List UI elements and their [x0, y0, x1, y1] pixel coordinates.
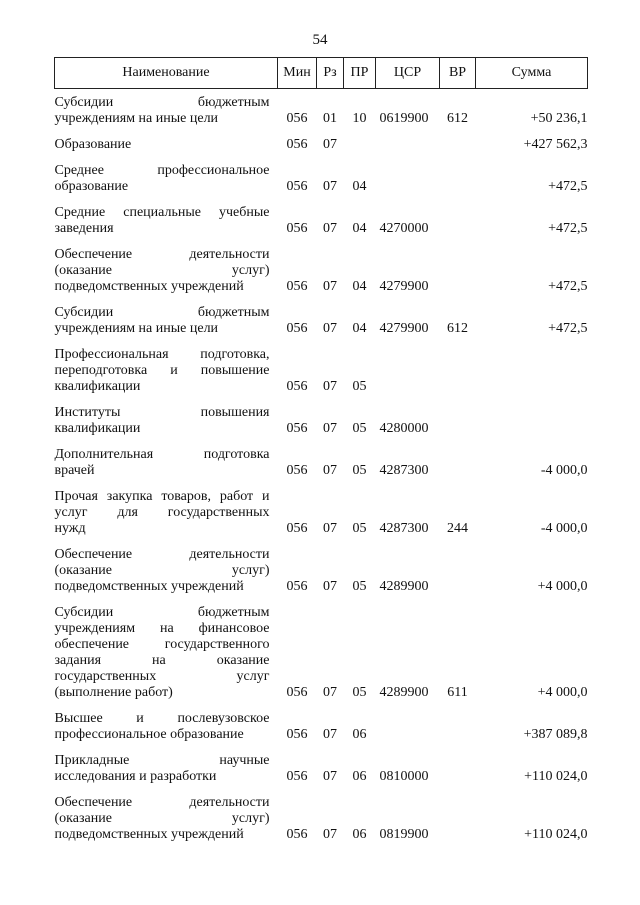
cell-name — [55, 540, 278, 598]
name-line: учреждениям на иные цели — [54, 111, 219, 126]
name-line: (оказание услуг) — [54, 811, 270, 826]
cell-name — [55, 398, 278, 440]
cell-name — [55, 89, 278, 131]
cell-vr: 612 — [447, 111, 468, 126]
cell-rz: 07 — [323, 827, 337, 842]
name-line: Субсидии бюджетным — [54, 605, 270, 620]
cell-vr — [440, 340, 476, 398]
cell-vr: 244 — [447, 521, 468, 536]
table-row — [55, 482, 588, 540]
name-line: образование — [54, 179, 129, 194]
cell-rz: 07 — [323, 137, 337, 152]
cell-min: 056 — [286, 421, 308, 436]
table-row — [55, 156, 588, 198]
cell-vr — [440, 130, 476, 156]
name-line: Средние специальные учебные — [54, 205, 270, 220]
cell-min: 056 — [286, 827, 308, 842]
cell-csr: 4289900 — [379, 685, 429, 700]
cell-name — [55, 788, 278, 846]
cell-min: 056 — [286, 379, 308, 394]
name-line: государственных услуг — [54, 669, 270, 684]
cell-csr: 0819900 — [379, 827, 429, 842]
cell-sum: +4 000,0 — [537, 579, 588, 594]
cell-rz: 07 — [323, 579, 337, 594]
cell-vr — [440, 440, 476, 482]
cell-rz: 07 — [323, 321, 337, 336]
cell-pr: 06 — [352, 727, 367, 742]
header-vr: ВР — [440, 58, 476, 89]
name-line: Обеспечение деятельности — [54, 247, 270, 262]
cell-name — [55, 704, 278, 746]
cell-pr: 05 — [352, 379, 367, 394]
cell-sum — [476, 340, 588, 398]
cell-pr: 04 — [352, 279, 367, 294]
cell-name — [55, 198, 278, 240]
cell-sum: +427 562,3 — [523, 137, 588, 152]
cell-min: 056 — [286, 463, 308, 478]
cell-min: 056 — [286, 179, 308, 194]
name-line: подведомственных учреждений — [54, 279, 244, 294]
name-line: Обеспечение деятельности — [54, 547, 270, 562]
name-line: Обеспечение деятельности — [54, 795, 270, 810]
cell-rz: 07 — [323, 421, 337, 436]
cell-rz: 07 — [323, 221, 337, 236]
header-min: Мин — [278, 58, 317, 89]
cell-sum — [476, 398, 588, 440]
table-row — [55, 598, 588, 704]
name-line: Субсидии бюджетным — [54, 305, 270, 320]
cell-vr — [440, 704, 476, 746]
cell-min: 056 — [286, 727, 308, 742]
header-pr: ПР — [344, 58, 376, 89]
header-csr: ЦСР — [376, 58, 440, 89]
cell-pr: 05 — [352, 421, 367, 436]
page-number: 54 — [312, 32, 328, 48]
table-body — [55, 89, 588, 847]
cell-vr — [440, 398, 476, 440]
cell-sum: +472,5 — [548, 321, 588, 336]
cell-rz: 07 — [323, 279, 337, 294]
cell-sum: +472,5 — [548, 179, 588, 194]
cell-rz: 07 — [323, 685, 337, 700]
cell-csr: 4287300 — [379, 521, 429, 536]
cell-vr — [440, 746, 476, 788]
cell-pr: 06 — [352, 827, 367, 842]
cell-csr: 0619900 — [379, 111, 429, 126]
name-line: Институты повышения — [54, 405, 270, 420]
cell-csr — [376, 130, 440, 156]
cell-csr: 4289900 — [379, 579, 429, 594]
name-line: (выполнение работ) — [54, 685, 173, 700]
cell-csr — [376, 704, 440, 746]
name-line: Прикладные научные — [54, 753, 270, 768]
cell-rz: 07 — [323, 463, 337, 478]
cell-csr: 4279900 — [379, 321, 429, 336]
table-row — [55, 440, 588, 482]
cell-sum: +472,5 — [548, 279, 588, 294]
cell-rz: 07 — [323, 179, 337, 194]
table-row — [55, 398, 588, 440]
cell-rz: 07 — [323, 727, 337, 742]
cell-pr: 04 — [352, 221, 367, 236]
name-line: услуг для государственных — [54, 505, 270, 520]
cell-name — [55, 340, 278, 398]
name-line: подведомственных учреждений — [54, 579, 244, 594]
table-row — [55, 240, 588, 298]
cell-name — [55, 746, 278, 788]
name-line: учреждениям на иные цели — [54, 321, 219, 336]
cell-vr — [440, 540, 476, 598]
table-row — [55, 540, 588, 598]
cell-sum: -4 000,0 — [540, 521, 588, 536]
cell-csr: 4287300 — [379, 463, 429, 478]
cell-pr: 04 — [352, 179, 367, 194]
cell-vr — [440, 240, 476, 298]
cell-pr: 06 — [352, 769, 367, 784]
cell-pr: 04 — [352, 321, 367, 336]
cell-csr — [376, 156, 440, 198]
name-line: Высшее и послевузовское — [54, 711, 270, 726]
cell-csr: 4280000 — [379, 421, 429, 436]
header-sum: Сумма — [476, 58, 588, 89]
cell-sum: +50 236,1 — [530, 111, 588, 126]
name-line: исследования и разработки — [54, 769, 217, 784]
name-line: квалификации — [54, 421, 141, 436]
table-row — [55, 340, 588, 398]
name-line: Образование — [54, 137, 132, 152]
cell-pr: 05 — [352, 521, 367, 536]
cell-vr: 611 — [447, 685, 468, 700]
name-line: нужд — [54, 521, 86, 536]
cell-min: 056 — [286, 137, 308, 152]
name-line: учреждениям на финансовое — [54, 621, 270, 636]
cell-csr — [376, 340, 440, 398]
name-line: Прочая закупка товаров, работ и — [54, 489, 270, 504]
cell-vr — [440, 788, 476, 846]
cell-rz: 01 — [323, 111, 337, 126]
cell-name — [55, 240, 278, 298]
table-row — [55, 198, 588, 240]
cell-rz: 07 — [323, 521, 337, 536]
cell-vr — [440, 156, 476, 198]
cell-pr: 05 — [352, 579, 367, 594]
cell-sum: +472,5 — [548, 221, 588, 236]
name-line: задания на оказание — [54, 653, 270, 668]
cell-name — [55, 598, 278, 704]
cell-min: 056 — [286, 321, 308, 336]
name-line: обеспечение государственного — [54, 637, 270, 652]
name-line: Профессиональная подготовка, — [54, 347, 270, 362]
name-line: врачей — [54, 463, 95, 478]
cell-pr: 05 — [352, 685, 367, 700]
table-row — [55, 298, 588, 340]
cell-name — [55, 156, 278, 198]
table-row — [55, 704, 588, 746]
table-row — [55, 788, 588, 846]
cell-csr: 4270000 — [379, 221, 429, 236]
cell-vr — [440, 198, 476, 240]
cell-min: 056 — [286, 579, 308, 594]
cell-name — [55, 298, 278, 340]
cell-pr: 10 — [352, 111, 367, 126]
cell-min: 056 — [286, 221, 308, 236]
table-row — [55, 89, 588, 131]
cell-min: 056 — [286, 521, 308, 536]
cell-min: 056 — [286, 111, 308, 126]
header-name: Наименование — [55, 58, 278, 89]
name-line: квалификации — [54, 379, 141, 394]
cell-csr: 4279900 — [379, 279, 429, 294]
header-rz: Рз — [317, 58, 344, 89]
name-line: (оказание услуг) — [54, 563, 270, 578]
cell-sum: -4 000,0 — [540, 463, 588, 478]
cell-min: 056 — [286, 279, 308, 294]
cell-sum: +110 024,0 — [524, 827, 588, 842]
name-line: Субсидии бюджетным — [54, 95, 270, 110]
name-line: профессиональное образование — [54, 727, 244, 742]
cell-pr — [344, 130, 376, 156]
name-line: Среднее профессиональное — [54, 163, 270, 178]
cell-sum: +4 000,0 — [537, 685, 588, 700]
cell-min: 056 — [286, 769, 308, 784]
cell-min: 056 — [286, 685, 308, 700]
cell-vr: 612 — [447, 321, 468, 336]
name-line: подведомственных учреждений — [54, 827, 244, 842]
name-line: заведения — [54, 221, 114, 236]
name-line: (оказание услуг) — [54, 263, 270, 278]
cell-name — [55, 130, 278, 156]
table-row — [55, 746, 588, 788]
budget-table — [54, 57, 588, 846]
cell-sum: +110 024,0 — [524, 769, 588, 784]
cell-sum: +387 089,8 — [523, 727, 588, 742]
cell-pr: 05 — [352, 463, 367, 478]
cell-csr: 0810000 — [379, 769, 429, 784]
cell-name — [55, 440, 278, 482]
cell-rz: 07 — [323, 769, 337, 784]
table-header-row — [55, 58, 588, 89]
cell-name — [55, 482, 278, 540]
table-row — [55, 130, 588, 156]
name-line: переподготовка и повышение — [54, 363, 270, 378]
name-line: Дополнительная подготовка — [54, 447, 270, 462]
cell-rz: 07 — [323, 379, 337, 394]
